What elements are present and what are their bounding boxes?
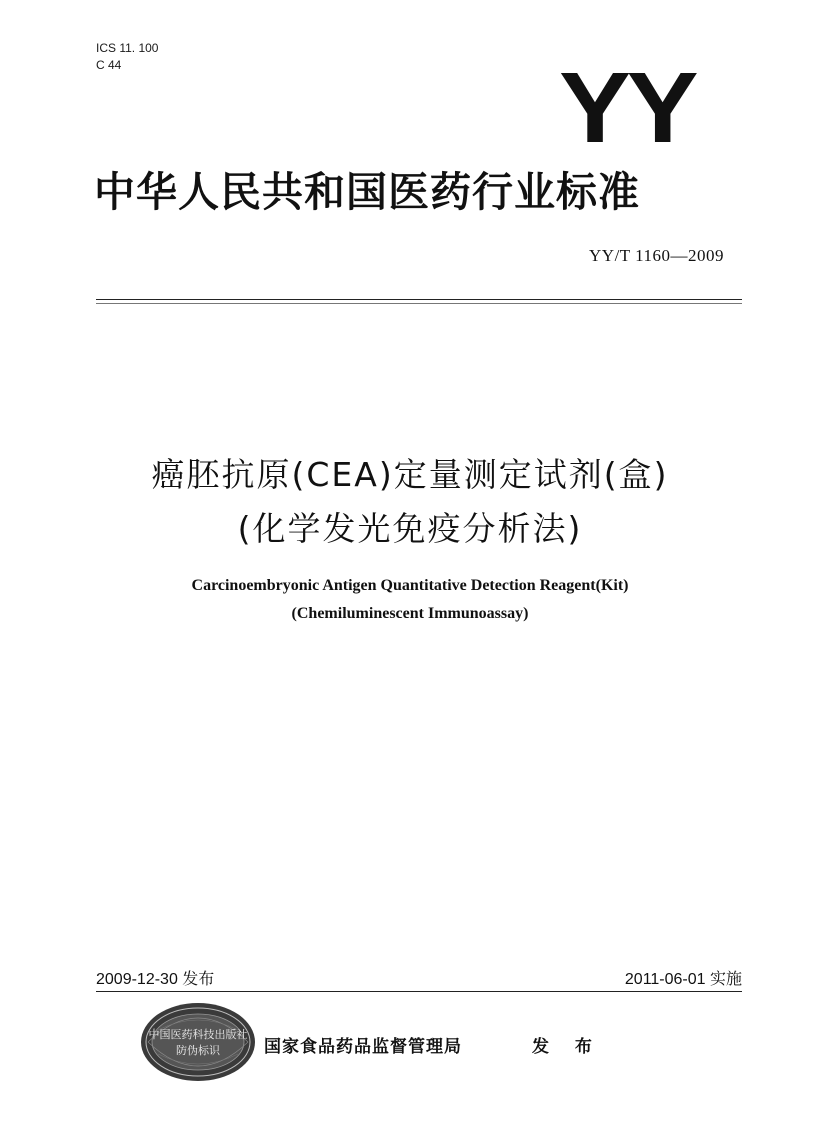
- title-chinese: [0, 448, 820, 556]
- publish-label: 发 布: [532, 1037, 602, 1057]
- standard-name: 中华人民共和国医药行业标准: [94, 168, 640, 216]
- title-english-line1: Carcinoembryonic Antigen Quantitative Detection Reagent(Kit): [191, 577, 629, 594]
- title-english: [0, 572, 820, 628]
- seal-text-line2: 防伪标识: [176, 1044, 220, 1057]
- header-rule-thin: [96, 303, 742, 304]
- standard-number: YY/T 1160—2009: [589, 246, 724, 265]
- ics-code: ICS 11. 100: [96, 41, 159, 55]
- footer-rule: [96, 991, 742, 992]
- title-chinese-line1: 癌胚抗原(CEA)定量测定试剂(盒): [151, 455, 669, 494]
- yy-logo: YY: [558, 52, 694, 164]
- implementation-date: 2011-06-01 实施: [624, 971, 742, 988]
- classification-codes: [96, 40, 158, 74]
- issuing-authority: 国家食品药品监督管理局: [264, 1037, 462, 1057]
- anti-counterfeit-seal-icon: [138, 1000, 258, 1084]
- ccs-code: C 44: [96, 58, 122, 72]
- title-english-line2: (Chemiluminescent Immunoassay): [291, 605, 529, 622]
- seal-text-line1: 中国医药科技出版社: [148, 1028, 248, 1041]
- header-rule: [96, 299, 742, 300]
- title-chinese-line2: (化学发光免疫分析法): [237, 509, 583, 548]
- issue-date: 2009-12-30 发布: [96, 971, 215, 988]
